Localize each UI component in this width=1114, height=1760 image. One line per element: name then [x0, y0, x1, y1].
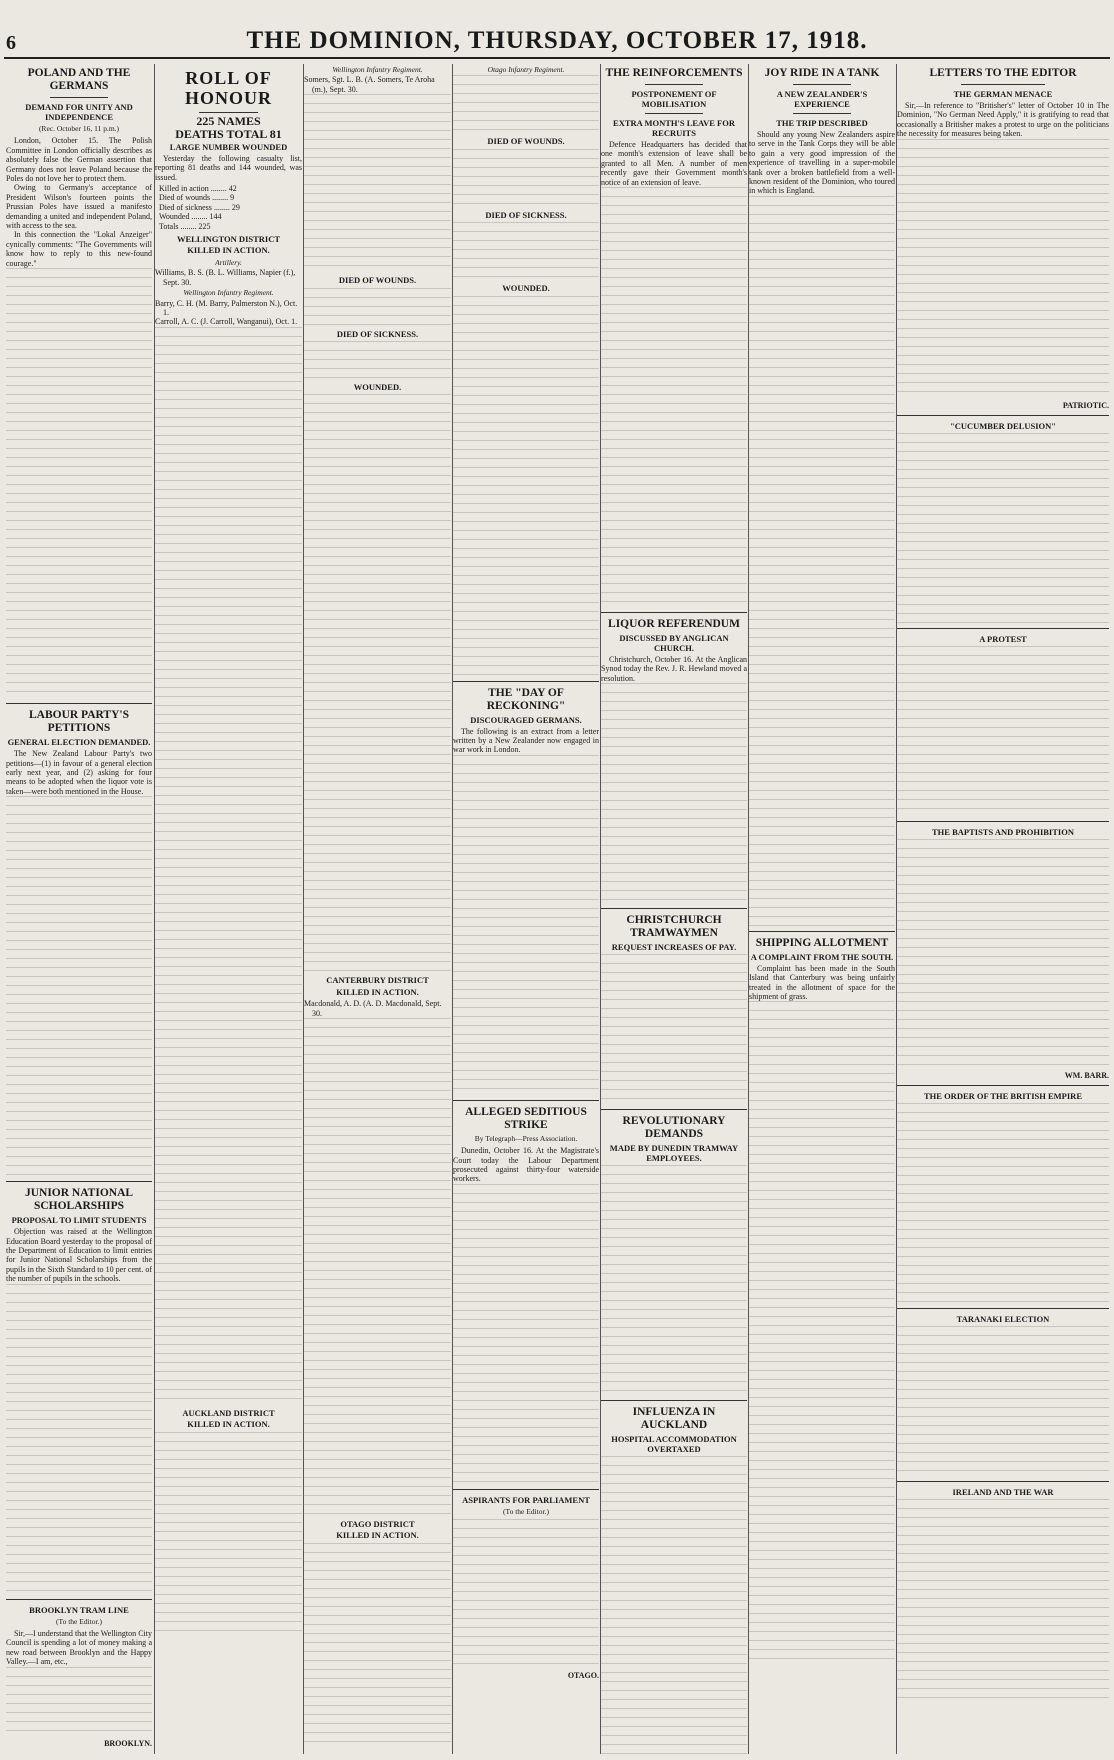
column-5: [600, 64, 747, 1754]
section-heading: DIED OF WOUNDS.: [487, 136, 565, 147]
subhead-german-menace: THE GERMAN MENACE: [953, 89, 1053, 99]
headline-influenza: INFLUENZA IN AUCKLAND: [632, 1406, 716, 1432]
divider: [453, 1100, 599, 1101]
divider: [897, 821, 1109, 822]
article-paragraph: Sir,—I understand that the Wellington City Council is spending a lot of money making a new road between Brooklyn and the Happy Valley.—I am, etc.,: [6, 1628, 152, 1667]
headline-cucumber: "CUCUMBER DELUSION": [949, 421, 1057, 432]
casualty-list-block: [453, 296, 599, 676]
divider: [601, 612, 747, 613]
divider: [897, 1085, 1109, 1086]
article-text-block: [6, 1284, 152, 1594]
article-text-block: [453, 755, 599, 1095]
divider: [6, 1599, 152, 1600]
column-2: [154, 64, 302, 1754]
divider: [897, 415, 1109, 416]
headline-baptists: THE BAPTISTS AND PROHIBITION: [932, 827, 1074, 838]
subhead-day: DISCOURAGED GERMANS.: [470, 714, 582, 725]
divider: [453, 681, 599, 682]
section-heading: DIED OF WOUNDS.: [338, 275, 417, 286]
article-paragraph: The New Zealand Labour Party's two petitions—(1) in favour of a general election early next year, and (2) asking for four means to be adopted when the liquor vote is taken—were both mentioned in the House.: [6, 749, 152, 796]
divider: [453, 1489, 599, 1490]
district-heading: AUCKLAND DISTRICT: [182, 1407, 275, 1418]
article-text-block: [453, 1519, 599, 1669]
column-4: [452, 64, 599, 1754]
article-text-block: [6, 796, 152, 1176]
divider: [749, 931, 895, 932]
subhead-tram: (To the Editor.): [56, 1616, 102, 1626]
column-7: [896, 64, 1109, 1754]
divider: [961, 84, 1046, 85]
casualty-entry: Somers, Sgt. L. B. (A. Somers, Te Aroha (m.), Sept. 30.: [304, 75, 435, 94]
letter-text-block: [897, 839, 1109, 1069]
article-paragraph: Christchurch, October 16. At the Anglican Synod today the Rev. J. R. Hewland moved a resolution.: [601, 655, 747, 683]
casualty-list-block: [304, 341, 451, 381]
stat-line: Totals ........ 225: [159, 221, 211, 231]
article-paragraph: Complaint has been made in the South Island that Canterbury was being unfairly treated in the allotment of space for the shipment of grass.: [749, 963, 895, 1002]
section-heading: KILLED IN ACTION.: [187, 1419, 270, 1430]
subhead-postponement: POSTPONEMENT OF MOBILISATION: [631, 89, 717, 109]
headline-strike: ALLEGED SEDITIOUS STRIKE: [465, 1105, 587, 1131]
casualty-list-block: [304, 1018, 451, 1518]
headline-tank: JOY RIDE IN A TANK: [764, 67, 880, 79]
district-heading: CANTERBURY DISTRICT: [326, 975, 429, 986]
headline-shipping: SHIPPING ALLOTMENT: [755, 936, 889, 949]
headline-letters: LETTERS TO THE EDITOR: [929, 67, 1077, 79]
section-heading: KILLED IN ACTION.: [336, 986, 419, 997]
section-heading: WOUNDED.: [353, 382, 402, 393]
article-paragraph: Yesterday the following casualty list, reporting 81 deaths and 144 wounded, was issued.: [155, 153, 302, 182]
masthead: [0, 0, 1114, 60]
article-paragraph: In this connection the "Lokal Anzeiger" cynically comments: "The Governments will know how to reply to this new-found courage.": [6, 230, 152, 268]
signature: BROOKLYN.: [104, 1738, 152, 1748]
headline-protest: A PROTEST: [979, 634, 1027, 645]
masthead-rule: [4, 57, 1110, 59]
divider: [601, 908, 747, 909]
divider: [897, 1308, 1109, 1309]
headline-ireland: IRELAND AND THE WAR: [952, 1487, 1054, 1498]
article-paragraph: London, October 15. The Polish Committee in London officially describes as absolutely false the German assertion that Germany does not leave Poland because the Poles do not love her to protect them.: [6, 136, 152, 184]
subhead-junior: PROPOSAL TO LIMIT STUDENTS: [11, 1215, 147, 1226]
headline-taranaki: TARANAKI ELECTION: [956, 1314, 1050, 1325]
section-heading: WOUNDED.: [502, 283, 550, 294]
article-paragraph: Dunedin, October 16. At the Magistrate's Court today the Labour Department prosecuted against thirty-four waterside workers.: [453, 1146, 599, 1184]
subhead-influenza: HOSPITAL ACCOMMODATION OVERTAXED: [611, 1434, 737, 1455]
letter-text-block: [897, 1326, 1109, 1476]
headline-christchurch: CHRISTCHURCH TRAMWAYMEN: [626, 914, 722, 940]
subhead-poland: DEMAND FOR UNITY AND INDEPENDENCE: [25, 102, 133, 122]
letter-text-block: [897, 139, 1109, 399]
dateline: (Rec. October 16, 11 p.m.): [38, 124, 120, 133]
stat-line: Died of sickness ........ 29: [159, 202, 240, 212]
byline: By Telegraph—Press Association.: [474, 1133, 578, 1143]
article-text-block: [601, 1165, 747, 1395]
casualty-entry: Carroll, A. C. (J. Carroll, Wanganui), Oct. 1.: [155, 317, 298, 327]
subhead-trip: THE TRIP DESCRIBED: [776, 118, 868, 128]
subhead-tank: A NEW ZEALANDER'S EXPERIENCE: [776, 89, 868, 109]
article-text-block: [6, 1667, 152, 1737]
subhead-wounded: LARGE NUMBER WOUNDED: [169, 141, 288, 152]
subhead-names: 225 NAMES: [196, 114, 261, 128]
article-text-block: [6, 268, 152, 698]
casualty-list-block: [304, 94, 451, 274]
divider: [897, 1481, 1109, 1482]
divider: [6, 703, 152, 704]
article-paragraph: Sir,—In reference to "Britisher's" letter of October 10 in The Dominion, "No German Need Apply," it is gratifying to read that occasionally a Britisher makes a protest to urge on the politicians the necessity for measures being taken.: [897, 101, 1109, 139]
divider: [199, 112, 258, 113]
article-paragraph: Objection was raised at the Wellington Education Board yesterday to the proposal of the Department of Education to limit entries for Junior National Scholarships from the pupils in the Sixth Standard to 10 per cent. of the number of pupils in the schools.: [6, 1227, 152, 1284]
headline-day-of-reckoning: THE "DAY OF RECKONING": [486, 686, 566, 712]
stat-line: Died of wounds ........ 9: [159, 193, 235, 203]
article-paragraph: The following is an extract from a letter written by a New Zealander now engaged in war work in London.: [453, 726, 599, 755]
article-text-block: [601, 187, 747, 607]
casualty-stats: [155, 182, 302, 233]
casualty-list-block: [453, 75, 599, 135]
subhead-christchurch: REQUEST INCREASES OF PAY.: [611, 942, 737, 953]
divider: [601, 1400, 747, 1401]
divider: [897, 628, 1109, 629]
casualty-list-block: [304, 288, 451, 328]
page-number: 6: [6, 32, 16, 54]
casualty-list-block: [304, 394, 451, 974]
letter-text-block: [897, 433, 1109, 623]
subhead-aspirants: (To the Editor.): [503, 1506, 549, 1516]
subhead-extra-leave: EXTRA MONTH'S LEAVE FOR RECRUITS: [613, 118, 735, 138]
headline-reinforcements: THE REINFORCEMENTS: [605, 67, 743, 79]
article-paragraph: Owing to Germany's acceptance of President Wilson's fourteen points the Prussian Poles have issued a manifesto demanding a united and independent Poland, with access to the sea.: [6, 183, 152, 231]
headline-tram: BROOKLYN TRAM LINE: [29, 1604, 129, 1615]
article-text-block: [601, 683, 747, 903]
article-paragraph: Defence Headquarters has decided that one month's extension of leave shall be granted to all Men. A number of men recently gave their Government month's notice of an extension of leave.: [601, 140, 747, 187]
unit-heading: Wellington Infantry Regiment.: [332, 65, 423, 74]
district-heading: WELLINGTON DISTRICT: [176, 234, 281, 245]
headline-labour: LABOUR PARTY'S PETITIONS: [28, 709, 130, 735]
casualty-list-block: [304, 1543, 451, 1743]
headline-junior: JUNIOR NATIONAL SCHOLARSHIPS: [24, 1187, 134, 1213]
headline-order: THE ORDER OF THE BRITISH EMPIRE: [924, 1091, 1082, 1102]
section-heading: KILLED IN ACTION.: [336, 1530, 419, 1541]
casualty-entry: Macdonald, A. D. (A. D. Macdonald, Sept. 30.: [304, 999, 442, 1018]
headline-revolutionary: REVOLUTIONARY DEMANDS: [622, 1115, 726, 1141]
stat-line: Killed in action ........ 42: [159, 184, 237, 194]
unit-heading: Otago Infantry Regiment.: [487, 65, 565, 74]
column-3: [303, 64, 451, 1754]
divider: [645, 84, 703, 85]
subhead-deaths: DEATHS TOTAL 81: [175, 127, 282, 142]
headline-roll-of-honour: ROLL OF HONOUR: [185, 68, 272, 108]
article-text-block: [601, 1456, 747, 1754]
casualty-list-block: [155, 1432, 302, 1632]
subhead-liquor: DISCUSSED BY ANGLICAN CHURCH.: [619, 633, 729, 654]
divider: [645, 113, 703, 114]
headline-aspirants: ASPIRANTS FOR PARLIAMENT: [462, 1494, 590, 1505]
casualty-entry: Barry, C. H. (M. Barry, Palmerston N.), Oct. 1.: [155, 298, 298, 317]
article-text-block: [601, 954, 747, 1104]
casualty-list-block: [453, 222, 599, 282]
section-heading: DIED OF SICKNESS.: [485, 209, 567, 220]
headline-poland: POLAND AND THE GERMANS: [27, 67, 131, 92]
letter-text-block: [897, 646, 1109, 816]
district-heading: OTAGO DISTRICT: [340, 1519, 415, 1530]
article-text-block: [749, 196, 895, 926]
subhead-labour: GENERAL ELECTION DEMANDED.: [7, 737, 151, 748]
divider: [601, 1109, 747, 1110]
article-text-block: [453, 1184, 599, 1484]
unit-heading: Wellington Infantry Regiment.: [183, 288, 274, 298]
signature: PATRIOTIC.: [1062, 400, 1109, 410]
section-heading: DIED OF SICKNESS.: [336, 328, 419, 339]
column-1: [6, 64, 152, 1754]
letter-text-block: [897, 1103, 1109, 1303]
article-text-block: [749, 1001, 895, 1661]
stat-line: Wounded ........ 144: [159, 212, 222, 222]
casualty-entry: Williams, B. S. (B. L. Williams, Napier (f.), Sept. 30.: [155, 268, 296, 287]
signature: WM. BARR.: [1064, 1071, 1109, 1081]
newspaper-title: THE DOMINION, THURSDAY, OCTOBER 17, 1918.: [246, 27, 868, 54]
divider: [50, 97, 108, 98]
column-6: [748, 64, 895, 1754]
divider: [6, 1181, 152, 1182]
unit-heading: Artillery.: [215, 257, 242, 267]
divider: [793, 84, 851, 85]
casualty-list-block: [155, 327, 302, 1407]
divider: [793, 113, 851, 114]
article-paragraph: Should any young New Zealanders aspire to serve in the Tank Corps they will be able to gain a very good impression of the experience of travelling in a super-mobile tank over a broken battlefield from a well-known resident of the Dominion, who toured in which is England.: [749, 130, 895, 196]
signature: OTAGO.: [567, 1671, 599, 1681]
headline-liquor: LIQUOR REFERENDUM: [608, 618, 740, 631]
letter-text-block: [897, 1499, 1109, 1699]
section-heading: KILLED IN ACTION.: [187, 245, 270, 256]
subhead-revolutionary: MADE BY DUNEDIN TRAMWAY EMPLOYEES.: [609, 1143, 739, 1164]
subhead-shipping: A COMPLAINT FROM THE SOUTH.: [750, 951, 894, 962]
casualty-list-block: [453, 149, 599, 209]
